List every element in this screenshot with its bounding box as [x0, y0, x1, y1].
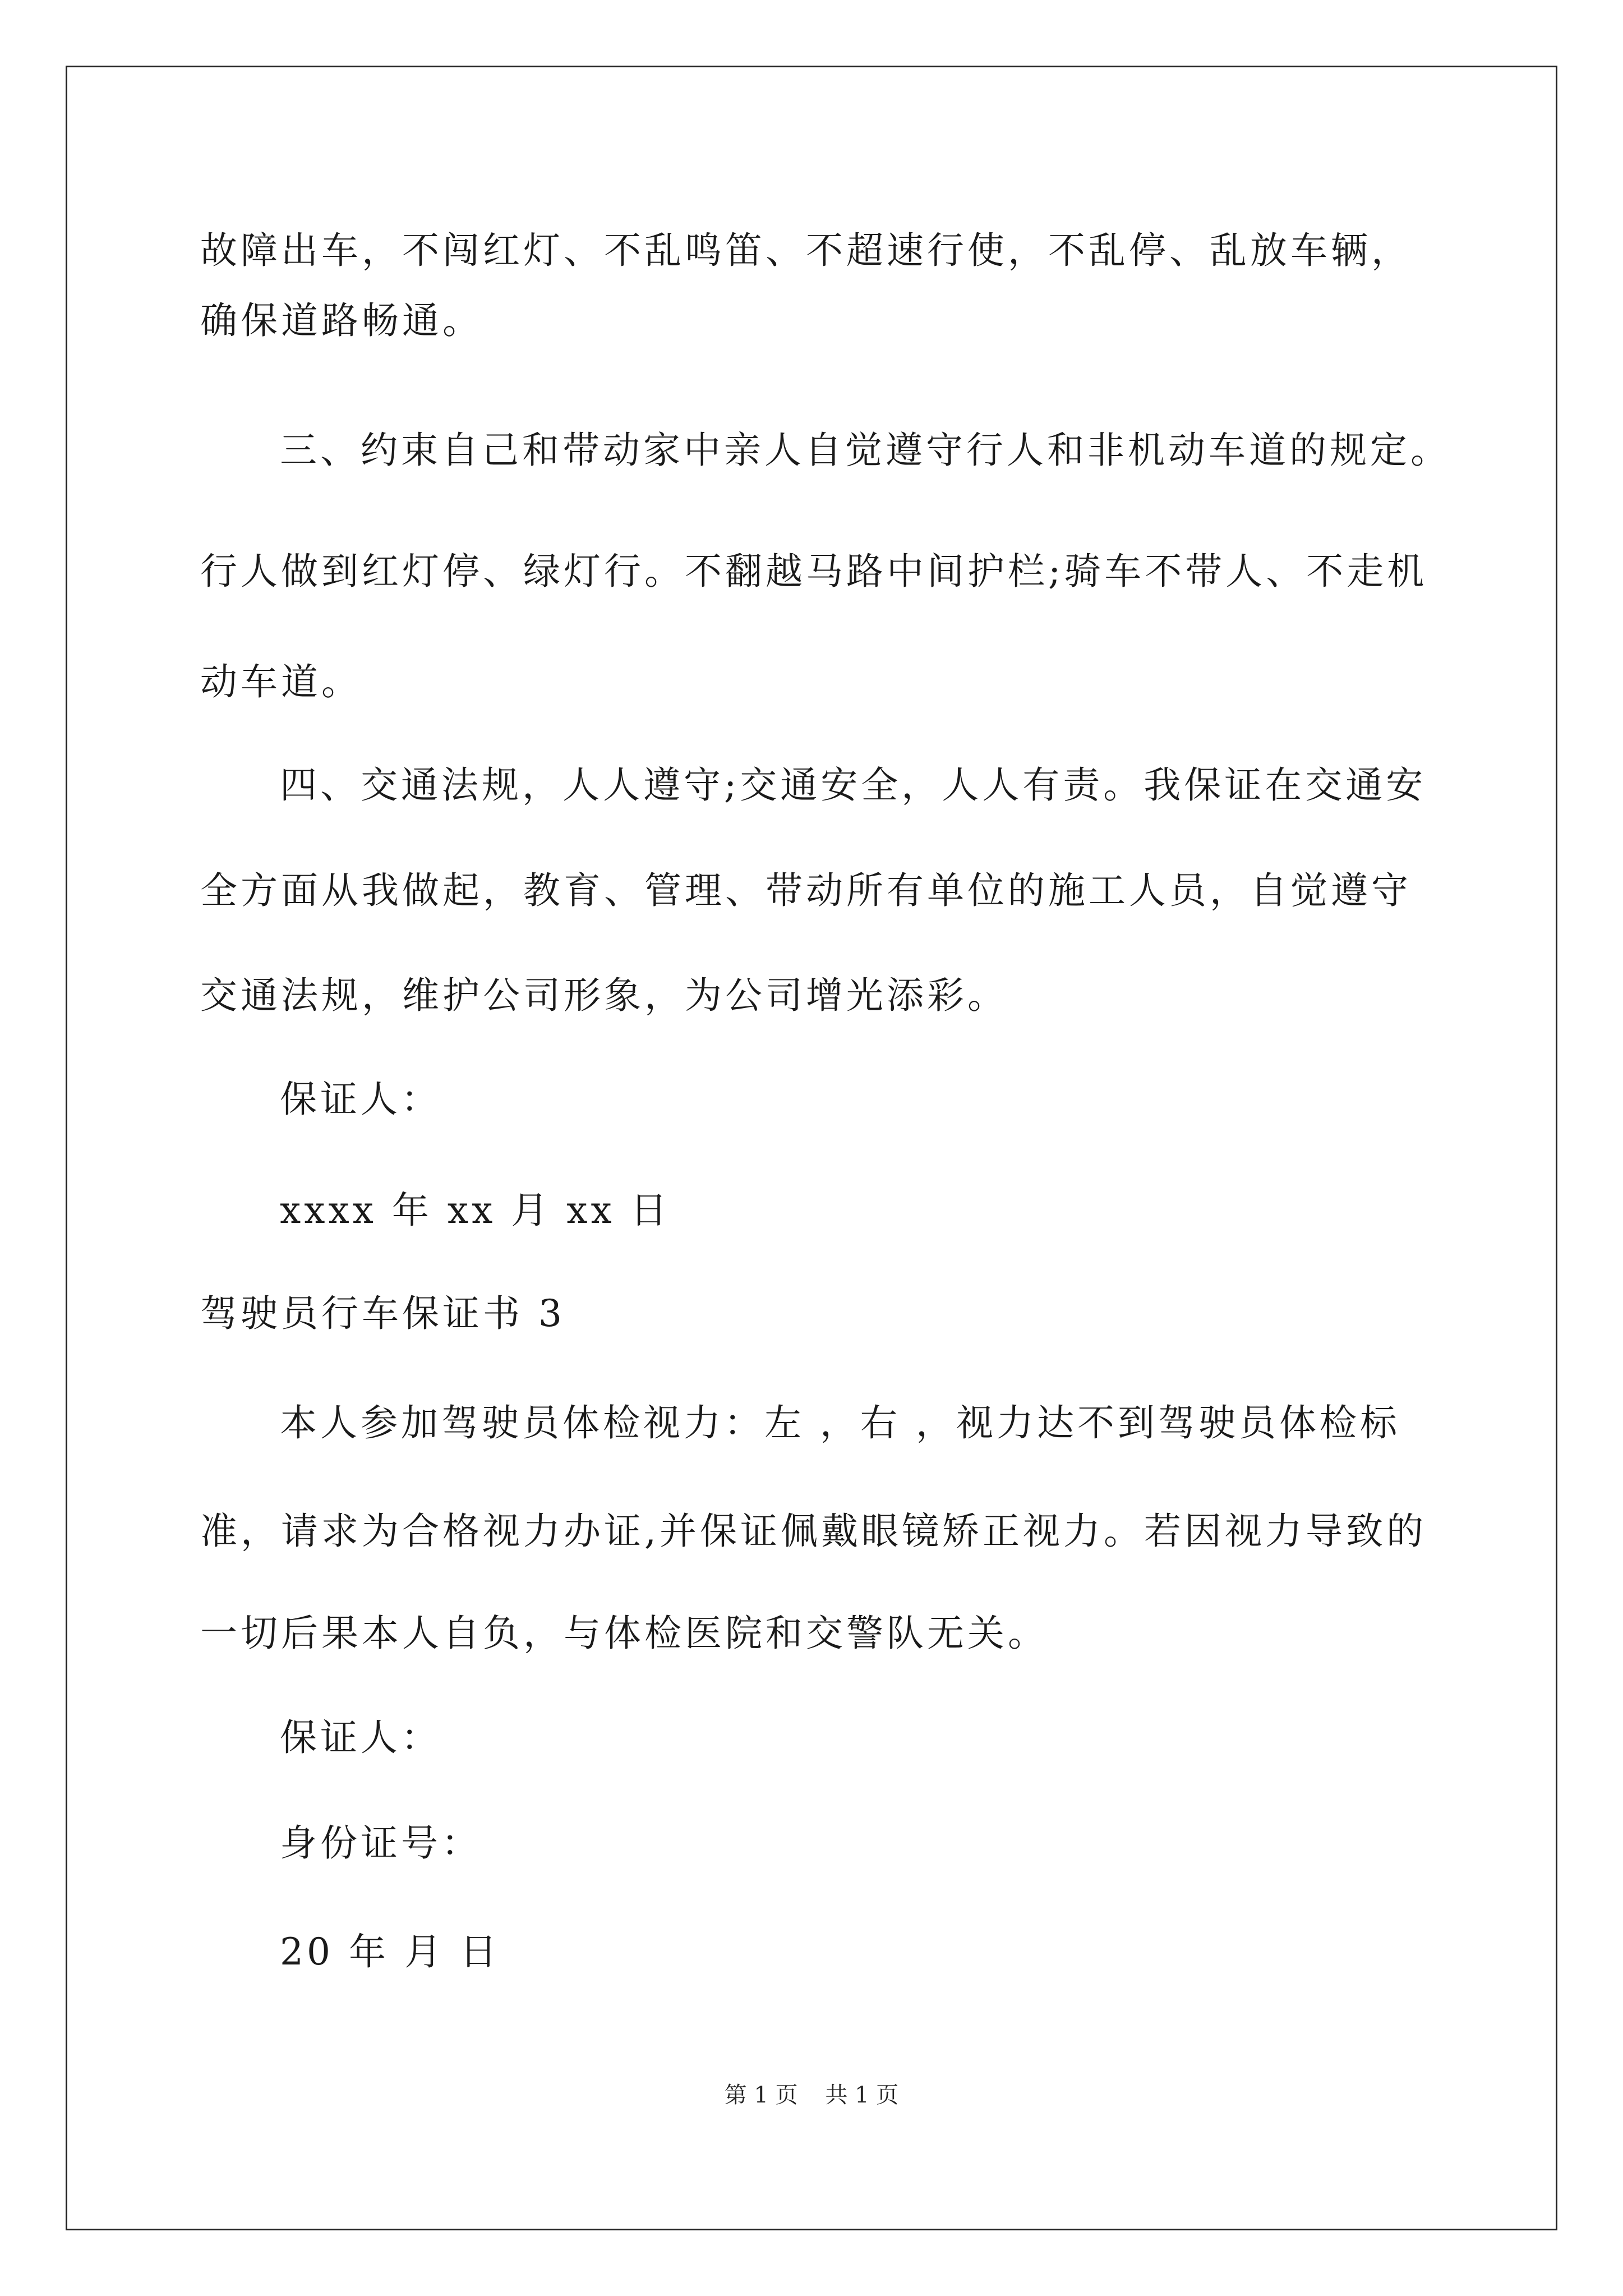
paragraph-line: 确保道路畅通。: [200, 299, 483, 342]
paragraph-line: 准，请求为合格视力办证,并保证佩戴眼镜矫正视力。若因视力导致的: [200, 1510, 1427, 1553]
paragraph-line: 交通法规，维护公司形象，为公司增光添彩。: [200, 974, 1008, 1017]
paragraph-line: 四、交通法规，人人遵守;交通安全，人人有责。我保证在交通安: [280, 763, 1427, 807]
paragraph-line: 三、约束自己和带动家中亲人自觉遵守行人和非机动车道的规定。: [280, 429, 1451, 472]
page-footer: [0, 2081, 1623, 2109]
paragraph-line: 一切后果本人自负，与体检医院和交警队无关。: [200, 1612, 1048, 1655]
paragraph-line: 行人做到红灯停、绿灯行。不翻越马路中间护栏;骑车不带人、不走机: [200, 550, 1428, 593]
paragraph-line: 故障出车，不闯红灯、不乱鸣笛、不超速行使，不乱停、乱放车辆，: [200, 229, 1412, 272]
date-line: xxxx 年 xx 月 xx 日: [280, 1189, 671, 1232]
paragraph-line: 全方面从我做起，教育、管理、带动所有单位的施工人员，自觉遵守: [200, 869, 1412, 912]
date-line: 20 年 月 日: [280, 1930, 500, 1973]
page-border: [66, 66, 1557, 2230]
guarantor-label: 保证人：: [280, 1078, 441, 1121]
page-number: 第 1 页: [724, 2082, 798, 2108]
paragraph-line: 本人参加驾驶员体检视力：左 ，右 ，视力达不到驾驶员体检标: [280, 1401, 1400, 1444]
page-total: 共 1 页: [825, 2082, 899, 2108]
id-number-label: 身份证号：: [280, 1821, 482, 1865]
section-title: 驾驶员行车保证书 3: [200, 1292, 565, 1335]
paragraph-line: 动车道。: [200, 660, 362, 703]
guarantor-label: 保证人：: [280, 1716, 441, 1759]
